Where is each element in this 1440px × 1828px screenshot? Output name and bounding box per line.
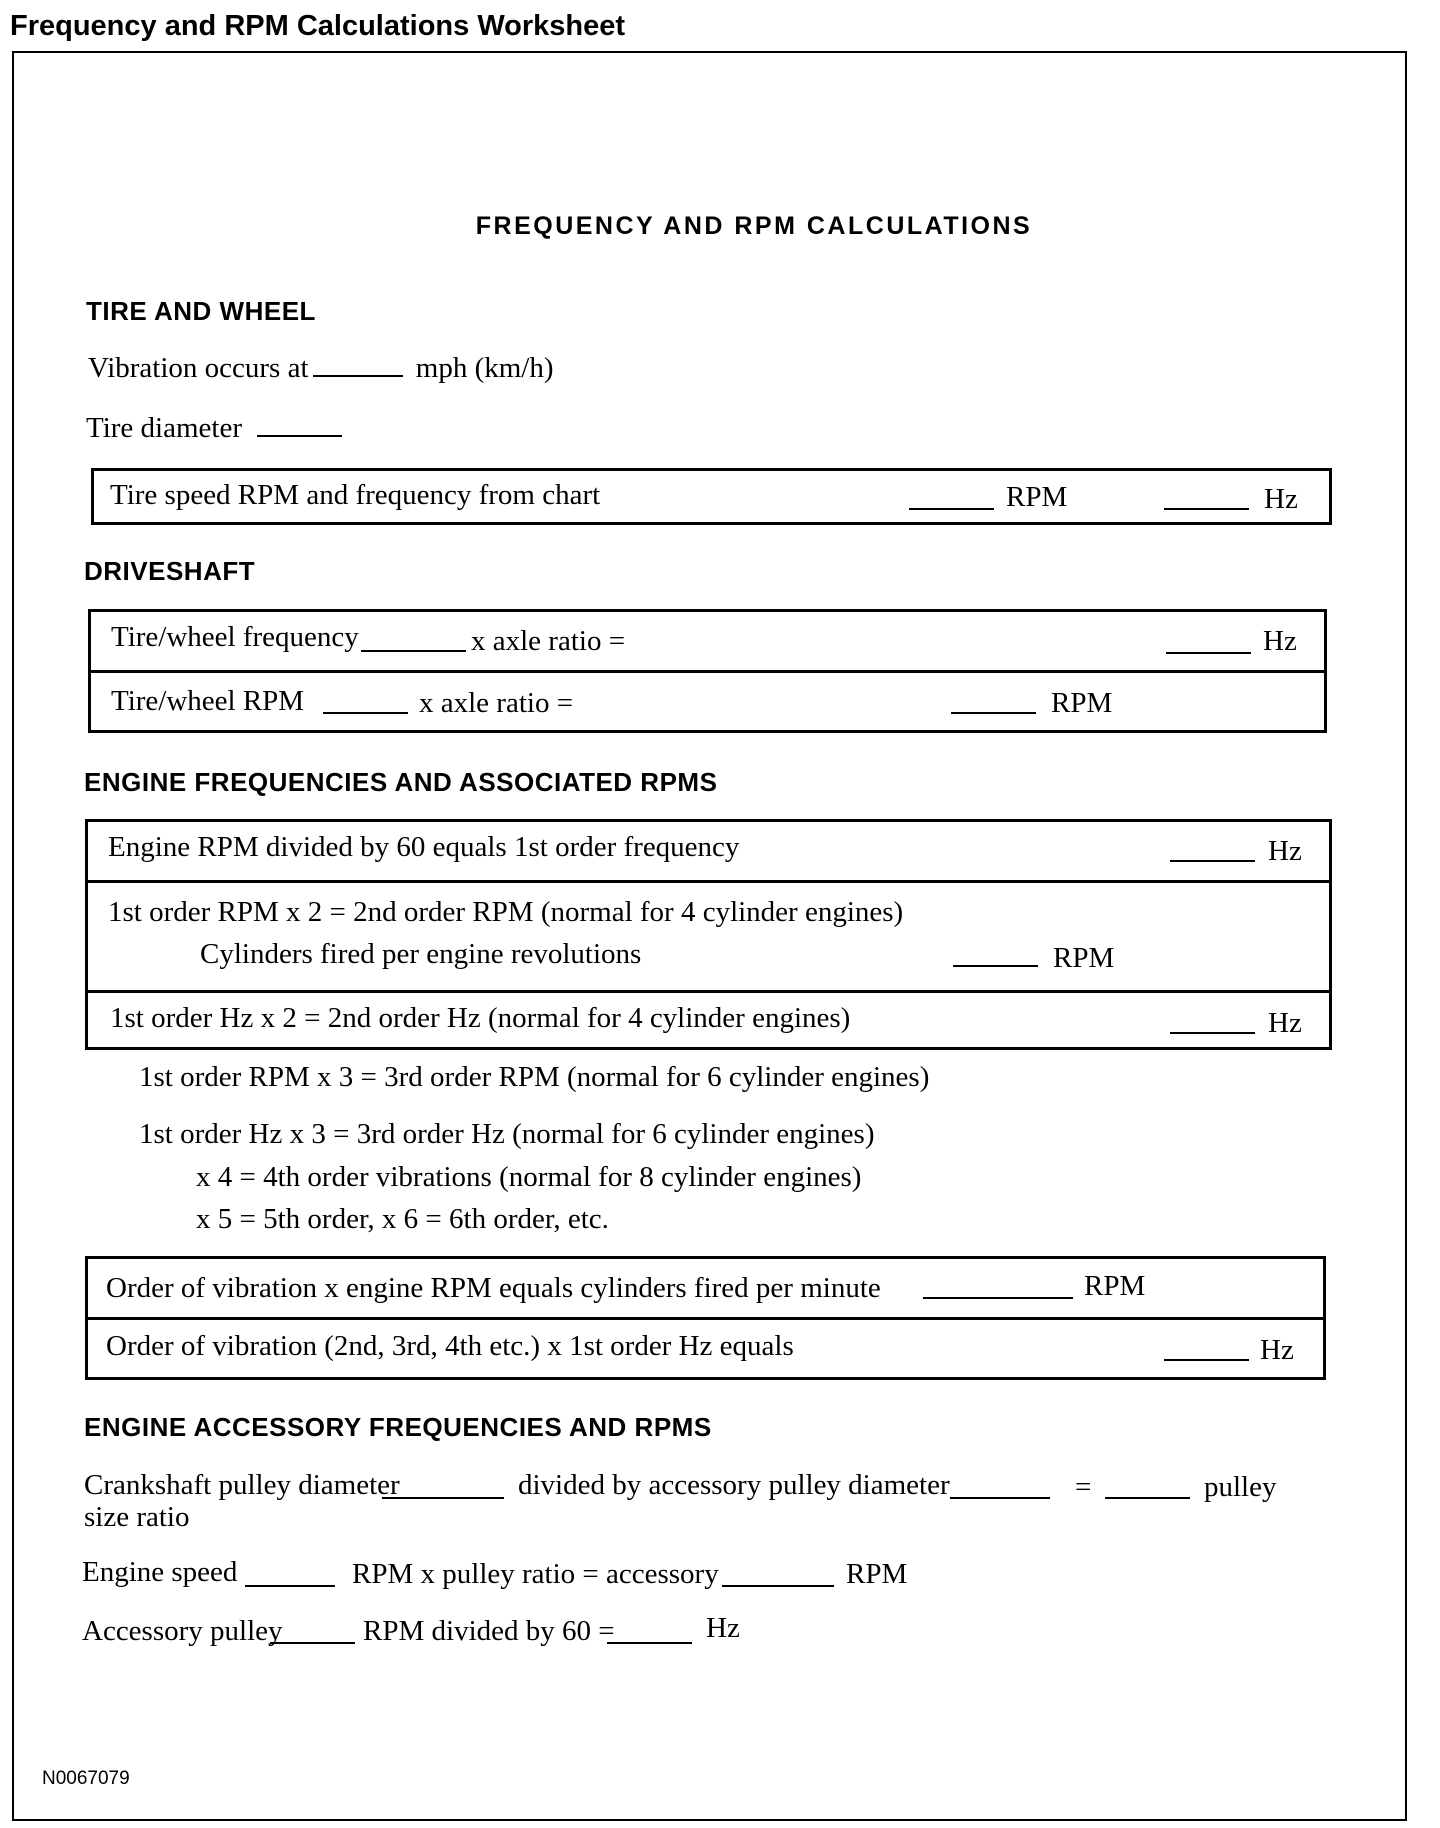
fourth-order-line: x 4 = 4th order vibrations (normal for 8 cylinder engines) (196, 1161, 862, 1193)
rpm-unit: RPM (1006, 481, 1068, 513)
pulley-ratio-formula: RPM x pulley ratio = accessory (352, 1558, 719, 1590)
order-hz-label: Order of vibration (2nd, 3rd, 4th etc.) x 1st order Hz equals (106, 1330, 794, 1362)
tire-diameter-label: Tire diameter (86, 412, 242, 444)
section-heading-accessory: ENGINE ACCESSORY FREQUENCIES AND RPMS (84, 1412, 712, 1442)
second-order-hz-row (88, 990, 1329, 1047)
rpm-unit: RPM (1053, 942, 1115, 974)
cylinders-per-minute-blank[interactable] (923, 1273, 1073, 1299)
hz-unit: Hz (1268, 1007, 1302, 1039)
equals-sign: = (1075, 1471, 1092, 1503)
vibration-unit: mph (km/h) (415, 352, 554, 384)
rpm-unit: RPM (1084, 1270, 1146, 1302)
engine-frequency-box (85, 819, 1332, 1050)
fifth-order-line: x 5 = 5th order, x 6 = 6th order, etc. (196, 1203, 609, 1235)
pulley-label: pulley (1204, 1471, 1277, 1503)
axle-ratio-label: x axle ratio = (419, 687, 574, 719)
second-order-hz-label: 1st order Hz x 2 = 2nd order Hz (normal for 4 cylinder engines) (110, 1002, 851, 1034)
accessory-pulley-diameter-label: divided by accessory pulley diameter (518, 1469, 950, 1501)
driveshaft-box (88, 609, 1327, 733)
order-hz-blank[interactable] (1164, 1335, 1249, 1361)
tire-speed-row (94, 471, 1329, 522)
tire-speed-label: Tire speed RPM and frequency from chart (110, 479, 601, 511)
cylinders-per-minute-row (88, 1259, 1323, 1317)
hz-unit: Hz (1260, 1334, 1294, 1366)
engine-speed-label: Engine speed (82, 1556, 238, 1588)
second-order-rpm-blank[interactable] (953, 941, 1038, 967)
tire-wheel-frequency-blank[interactable] (361, 626, 466, 652)
accessory-hz-blank[interactable] (607, 1618, 692, 1644)
section-heading-tire-wheel: TIRE AND WHEEL (86, 296, 316, 326)
rpm-unit: RPM (1051, 687, 1113, 719)
tire-rpm-blank[interactable] (909, 484, 994, 510)
third-order-hz-line: 1st order Hz x 3 = 3rd order Hz (normal for 6 cylinder engines) (139, 1118, 875, 1150)
accessory-rpm-blank[interactable] (722, 1561, 834, 1587)
tire-diameter-line (86, 411, 342, 445)
axle-ratio-label: x axle ratio = (471, 625, 626, 657)
rpm-unit: RPM (846, 1558, 908, 1590)
first-order-label: Engine RPM divided by 60 equals 1st order frequency (108, 831, 740, 863)
accessory-pulley-rpm-blank[interactable] (270, 1618, 355, 1644)
figure-id: N0067079 (42, 1768, 130, 1789)
hz-unit: Hz (1264, 483, 1298, 515)
section-heading-driveshaft: DRIVESHAFT (84, 556, 256, 586)
tire-wheel-rpm-label: Tire/wheel RPM (111, 685, 305, 717)
order-of-vibration-box (85, 1256, 1326, 1380)
first-order-row (88, 822, 1329, 880)
driveshaft-rpm-blank[interactable] (951, 688, 1036, 714)
tire-hz-blank[interactable] (1164, 484, 1249, 510)
worksheet-heading: FREQUENCY AND RPM CALCULATIONS (475, 212, 1033, 240)
driveshaft-freq-row (91, 612, 1324, 670)
tire-wheel-frequency-label: Tire/wheel frequency (111, 621, 359, 653)
accessory-pulley-label: Accessory pulley (82, 1615, 283, 1647)
pulley-ratio-blank[interactable] (1105, 1473, 1190, 1499)
order-hz-row (88, 1317, 1323, 1377)
first-order-hz-blank[interactable] (1170, 836, 1255, 862)
third-order-rpm-line: 1st order RPM x 3 = 3rd order RPM (normal for 6 cylinder engines) (139, 1061, 930, 1093)
crankshaft-pulley-blank[interactable] (382, 1473, 504, 1499)
hz-unit: Hz (1263, 625, 1297, 657)
cylinders-per-minute-label: Order of vibration x engine RPM equals cylinders fired per minute (106, 1272, 881, 1304)
vibration-speed-blank[interactable] (313, 351, 403, 377)
cylinders-per-revolution-label: Cylinders fired per engine revolutions (200, 938, 642, 970)
driveshaft-rpm-row (91, 670, 1324, 730)
tire-speed-box (91, 468, 1332, 525)
page-title: Frequency and RPM Calculations Worksheet (10, 10, 626, 42)
accessory-pulley-diameter-blank[interactable] (950, 1473, 1050, 1499)
hz-unit: Hz (706, 1612, 740, 1644)
tire-wheel-rpm-blank[interactable] (323, 688, 408, 714)
engine-speed-blank[interactable] (245, 1561, 335, 1587)
rpm-divided-label: RPM divided by 60 = (363, 1615, 615, 1647)
crankshaft-pulley-label: Crankshaft pulley diameter (84, 1469, 400, 1501)
size-ratio-label: size ratio (84, 1501, 190, 1533)
tire-diameter-blank[interactable] (257, 411, 342, 437)
second-order-hz-blank[interactable] (1170, 1008, 1255, 1034)
hz-unit: Hz (1268, 835, 1302, 867)
second-order-rpm-row (88, 880, 1329, 990)
vibration-speed-line (88, 351, 554, 385)
second-order-rpm-label: 1st order RPM x 2 = 2nd order RPM (normal for 4 cylinder engines) (108, 896, 904, 928)
driveshaft-hz-blank[interactable] (1166, 628, 1251, 654)
section-heading-engine: ENGINE FREQUENCIES AND ASSOCIATED RPMS (84, 767, 718, 797)
vibration-prefix: Vibration occurs at (88, 352, 309, 384)
